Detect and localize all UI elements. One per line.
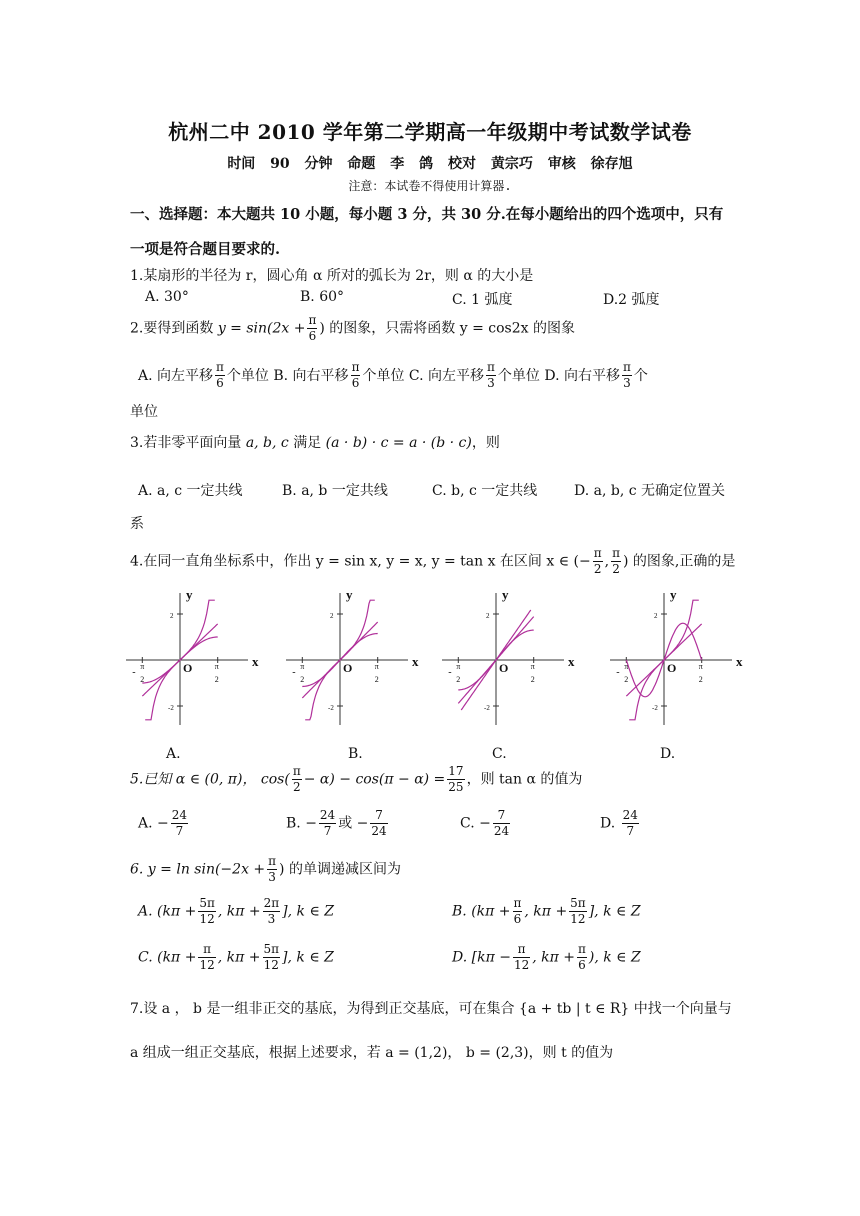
q5-option-a: A. − $\frac{24}{7}$ [138, 808, 188, 838]
q4-graph-b [282, 585, 422, 730]
q2-option-b: B. 向右平移 $\frac{\pi}{6}$ 个单位 [273, 360, 405, 390]
q1-option-c: C. 1 弧度 [452, 292, 513, 308]
x-tick-neg-2: 2 [300, 675, 305, 684]
q2-stem: 2.要得到函数 y = sin(2x + $\frac{\pi}{6}$ ) 的图象，只需将函数 y = cos2x 的图象 [130, 313, 575, 343]
q4-label-b: B. [348, 746, 363, 762]
q3-option-a: A. a, c 一定共线 [138, 483, 243, 499]
q6-stem: 6. y = ln sin(−2x + $\frac{\pi}{3}$ ) 的单调递减区间为 [130, 854, 401, 884]
q2-options [138, 360, 648, 391]
q2-option-c: C. 向左平移 $\frac{\pi}{3}$ 个单位 [408, 360, 540, 390]
q1-stem: 1.某扇形的半径为 r，圆心角 α 所对的弧长为 2r，则 α 的大小是 [130, 268, 534, 284]
origin-label: O [183, 661, 193, 675]
q5-option-c: C. − $\frac{7}{24}$ [460, 808, 510, 838]
y-tick-neg2: -2 [168, 704, 174, 712]
x-tick-neg-pi: π [456, 662, 461, 671]
x-tick-neg-2: 2 [624, 675, 629, 684]
q3-option-b: B. a, b 一定共线 [282, 483, 388, 499]
q3-option-c: C. b, c 一定共线 [432, 483, 538, 499]
y-tick-2: 2 [486, 612, 490, 620]
x-tick-neg-2: 2 [140, 675, 145, 684]
q4-label-c: C. [492, 746, 507, 762]
y-axis-label: y [346, 587, 353, 602]
q1-option-d: D.2 弧度 [603, 292, 660, 308]
q2-wrap: 单位 [130, 404, 158, 420]
q3-wrap: 系 [130, 516, 144, 532]
q3-option-d: D. a, b, c 无确定位置关 [574, 483, 726, 499]
section-heading-line2: 一项是符合题目要求的. [130, 241, 281, 258]
y-tick-2: 2 [654, 612, 658, 620]
x-tick-neg-pi: π [300, 662, 305, 671]
x-tick-neg-pi: π [624, 662, 629, 671]
q6-option-c: C. (kπ + $\frac{\pi}{12}$ , kπ + $\frac{5\pi}{12}$ ], k ∈ Z [138, 942, 334, 972]
x-tick-pos-2: 2 [698, 675, 703, 684]
x-axis-label: x [568, 654, 575, 669]
q5-stem: 5.已知 α ∈ (0, π)， cos( $\frac{\pi}{2}$ − α) − cos(π − α) = $\frac{17}{25}$ ，则 tan α 的值为 [130, 764, 583, 794]
x-tick-neg-sign: - [132, 667, 136, 678]
exam-note: 注意：本试卷不得使用计算器. [348, 179, 512, 193]
x-tick-pos-pi: π [698, 662, 703, 671]
q6-option-a: A. (kπ + $\frac{5\pi}{12}$ , kπ + $\frac{2\pi}{3}$ ], k ∈ Z [138, 896, 335, 926]
x-tick-neg-2: 2 [456, 675, 461, 684]
q5-option-d: D. $\frac{24}{7}$ [600, 808, 638, 838]
x-axis-label: x [252, 654, 259, 669]
x-axis-label: x [412, 654, 419, 669]
x-tick-pos-2: 2 [374, 675, 379, 684]
x-axis-label: x [736, 654, 743, 669]
q7-line2: a 组成一组正交基底，根据上述要求，若 a = (1,2)， b = (2,3)，则 t 的值为 [130, 1045, 614, 1061]
q4-graph-c [438, 585, 578, 730]
q4-graph-d [606, 585, 746, 730]
y-tick-2: 2 [170, 612, 174, 620]
q3-stem: 3.若非零平面向量 a, b, c 满足 (a · b) · c = a · (b · c)，则 [130, 435, 500, 451]
q4-graph-a [122, 585, 262, 730]
q2-option-a: A. 向左平移 $\frac{\pi}{6}$ 个单位 [138, 360, 269, 390]
x-tick-pos-pi: π [374, 662, 379, 671]
x-tick-pos-2: 2 [530, 675, 535, 684]
q5-option-b: B. − $\frac{24}{7}$ 或 − $\frac{7}{24}$ [286, 808, 387, 838]
origin-label: O [343, 661, 353, 675]
q2-option-d: D. 向右平移 $\frac{\pi}{3}$ 个 [544, 360, 648, 390]
q4-label-a: A. [166, 746, 181, 762]
q6-option-b: B. (kπ + $\frac{\pi}{6}$ , kπ + $\frac{5\pi}{12}$ ], k ∈ Z [452, 896, 641, 926]
y-tick-2: 2 [330, 612, 334, 620]
exam-meta: 时间 90 分钟 命题 李 鸽 校对 黄宗巧 审核 徐存旭 [227, 156, 633, 172]
exam-title: 杭州二中 2010 学年第二学期高一年级期中考试数学试卷 [168, 120, 692, 144]
q4-stem: 4.在同一直角坐标系中，作出 y = sin x, y = x, y = tan x 在区间 x ∈ (− $\frac{\pi}{2}$ , $\frac{\pi}{2}$ ) 的图象,正确的是 [130, 546, 736, 576]
x-tick-pos-pi: π [214, 662, 219, 671]
origin-label: O [667, 661, 677, 675]
origin-label: O [499, 661, 509, 675]
x-tick-neg-sign: - [616, 667, 620, 678]
q2-frac: $\frac{\pi}{6}$ [308, 313, 317, 343]
q1-option-b: B. 60° [300, 289, 345, 305]
x-tick-pos-pi: π [530, 662, 535, 671]
x-tick-neg-sign: - [292, 667, 296, 678]
q1-option-a: A. 30° [145, 289, 189, 305]
q4-label-d: D. [660, 746, 676, 762]
q6-option-d: D. [kπ − $\frac{\pi}{12}$ , kπ + $\frac{\pi}{6}$ ), k ∈ Z [452, 942, 641, 972]
x-tick-neg-sign: - [448, 667, 452, 678]
q7-line1: 7.设 a ， b 是一组非正交的基底，为得到正交基底，可在集合 {a + tb | t ∈ R} 中找一个向量与 [130, 1001, 732, 1017]
y-tick-neg2: -2 [328, 704, 334, 712]
y-axis-label: y [670, 587, 677, 602]
y-tick-neg2: -2 [484, 704, 490, 712]
y-axis-label: y [502, 587, 509, 602]
x-tick-neg-pi: π [140, 662, 145, 671]
section-heading-line1: 一、选择题：本大题共 10 小题，每小题 3 分，共 30 分.在每小题给出的四个选项中，只有 [130, 206, 724, 223]
y-tick-neg2: -2 [652, 704, 658, 712]
y-axis-label: y [186, 587, 193, 602]
x-tick-pos-2: 2 [214, 675, 219, 684]
